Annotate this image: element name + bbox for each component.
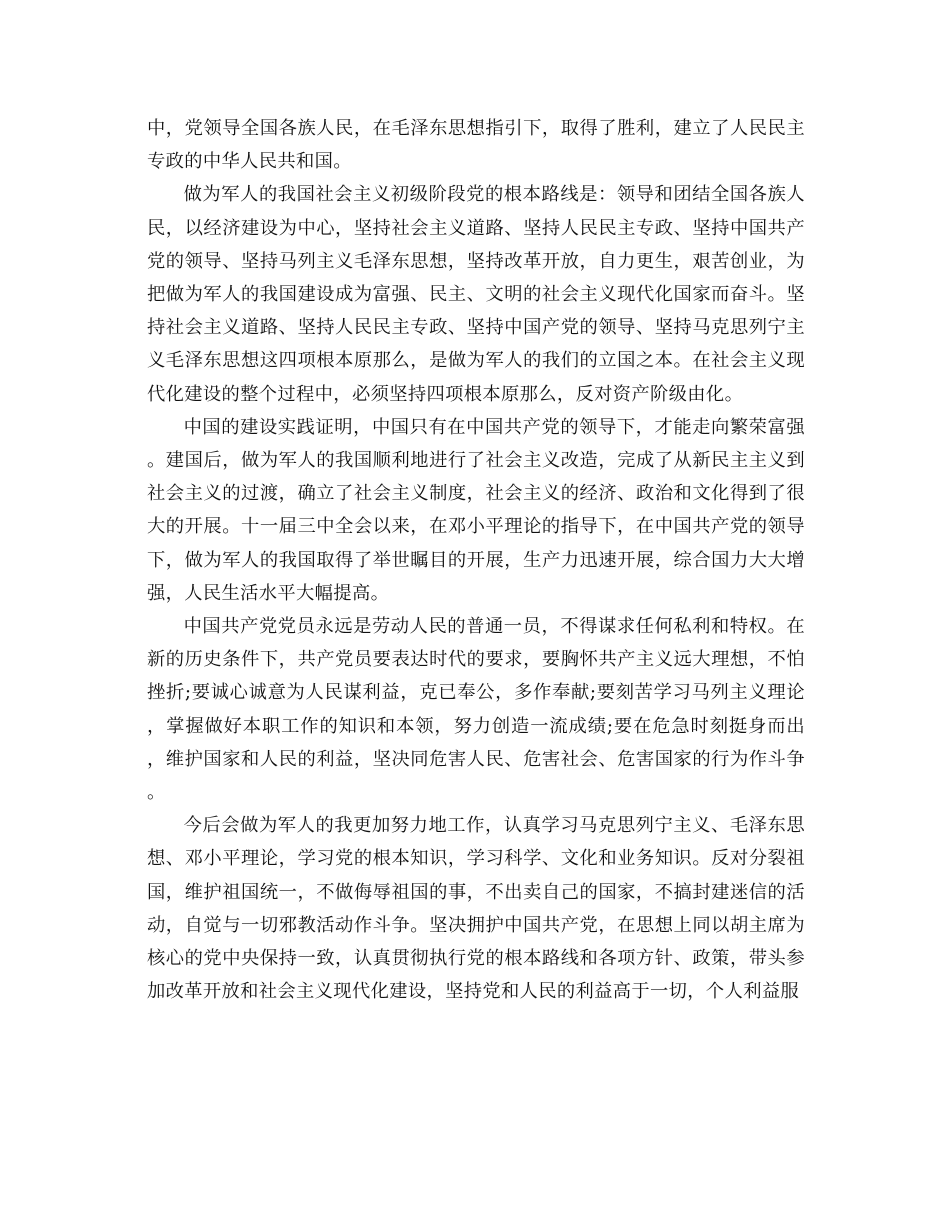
paragraph-party-basic-line: 做为军人的我国社会主义初级阶段党的根本路线是：领导和团结全国各族人民，以经济建设为中心，坚持社会主义道路、坚持人民民主专政、坚持中国共产党的领导、坚持马列主义毛泽东思想，坚持改革开放，自力更生，艰苦创业，为把做为军人的我国建设成为富强、民主、文明的社会主义现代化国家而奋斗。坚持社会主义道路、坚持人民民主专政、坚持中国产党的领导、坚持马克思列宁主义毛泽东思想这四项根本原那么，是做为军人的我们的立国之本。在社会主义现代化建设的整个过程中，必须坚持四项根本原那么，反对资产阶级由化。 [147, 184, 805, 405]
paragraph-future-commitment: 今后会做为军人的我更加努力地工作，认真学习马克思列宁主义、毛泽东思想、邓小平理论，学习党的根本知识，学习科学、文化和业务知识。反对分裂祖国，维护祖国统一，不做侮辱祖国的事，不出卖自己的国家，不搞封建迷信的活动，自觉与一切邪教活动作斗争。坚决拥护中国共产党，在思想上同以胡主席为核心的党中央保持一致，认真贯彻执行党的根本路线和各项方针、政策，带头参加改革开放和社会主义现代化建设，坚持党和人民的利益高于一切，个人利益服 [147, 815, 805, 1003]
paragraph-continuation: 中，党领导全国各族人民，在毛泽东思想指引下，取得了胜利，建立了人民民主专政的中华人民共和国。 [147, 118, 805, 173]
paragraph-party-member-duty: 中国共产党党员永远是劳动人民的普通一员，不得谋求任何私利和特权。在新的历史条件下，共产党员要表达时代的要求，要胸怀共产主义远大理想，不怕挫折;要诚心诚意为人民谋利益，克已奉公，多作奉献;要刻苦学习马列主义理论，掌握做好本职工作的知识和本领，努力创造一流成绩;要在危急时刻挺身而出，维护国家和人民的利益，坚决同危害人民、危害社会、危害国家的行为作斗争。 [147, 616, 805, 804]
paragraph-construction-practice: 中国的建设实践证明，中国只有在中国共产党的领导下，才能走向繁荣富强。建国后，做为军人的我国顺利地进行了社会主义改造，完成了从新民主主义到社会主义的过渡，确立了社会主义制度，社会主义的经济、政治和文化得到了很大的开展。十一届三中全会以来，在邓小平理论的指导下，在中国共产党的领导下，做为军人的我国取得了举世瞩目的开展，生产力迅速开展，综合国力大大增强，人民生活水平大幅提高。 [147, 416, 805, 604]
document-body [147, 112, 805, 1008]
